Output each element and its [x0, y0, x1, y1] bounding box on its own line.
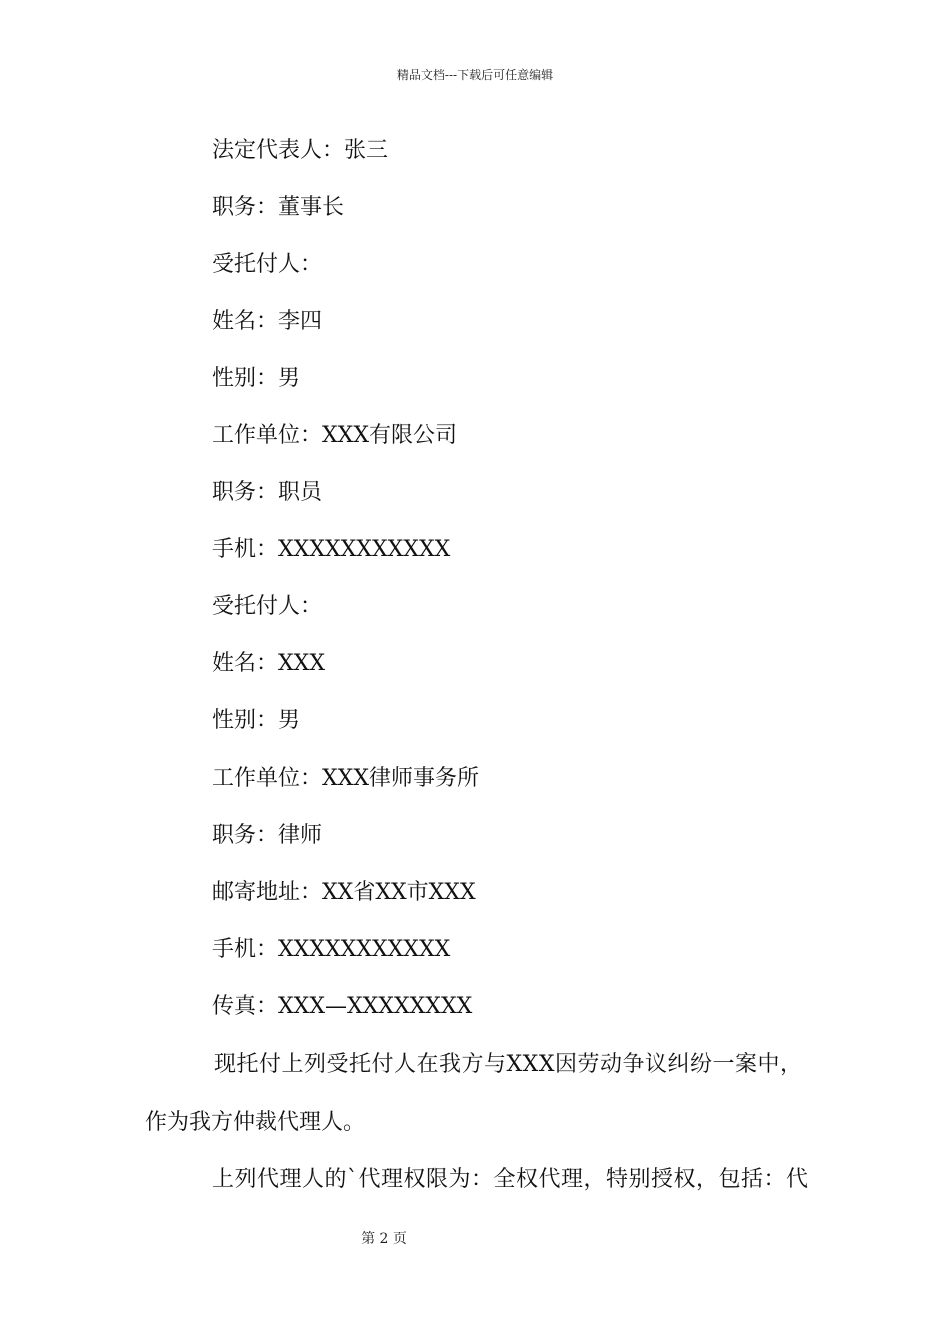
line-position-1: 职务：董事长 — [212, 195, 345, 220]
line-employer-2: 工作单位：XXX律师事务所 — [212, 766, 479, 791]
line-agent-2-heading: 受托付人： — [212, 594, 323, 619]
line-name-2: 姓名：XXX — [212, 651, 325, 676]
line-gender-1: 性别：男 — [212, 366, 301, 391]
line-fax: 传真：XXX—XXXXXXXX — [212, 994, 473, 1019]
line-employer-1: 工作单位：XXX有限公司 — [212, 423, 457, 448]
page-header: 精品文档---下载后可任意编辑 — [396, 68, 554, 82]
line-legal-rep: 法定代表人：张三 — [212, 138, 389, 163]
line-mobile-1: 手机：XXXXXXXXXXX — [212, 537, 451, 562]
line-position-3: 职务：律师 — [212, 823, 323, 848]
line-address: 邮寄地址：XX省XX市XXX — [212, 880, 476, 905]
line-agent-1-heading: 受托付人： — [212, 252, 323, 277]
paragraph-authority-line-1: 上列代理人的`代理权限为：全权代理，特别授权，包括：代 — [212, 1167, 809, 1192]
line-gender-2: 性别：男 — [212, 708, 301, 733]
paragraph-entrust-line-2: 作为我方仲裁代理人。 — [145, 1110, 366, 1135]
line-position-2: 职务：职员 — [212, 480, 323, 505]
page-number: 第 2 页 — [361, 1231, 407, 1247]
line-name-1: 姓名：李四 — [212, 309, 323, 334]
paragraph-entrust-line-1: 现托付上列受托付人在我方与XXX因劳动争议纠纷一案中， — [214, 1052, 803, 1077]
line-mobile-2: 手机：XXXXXXXXXXX — [212, 937, 451, 962]
